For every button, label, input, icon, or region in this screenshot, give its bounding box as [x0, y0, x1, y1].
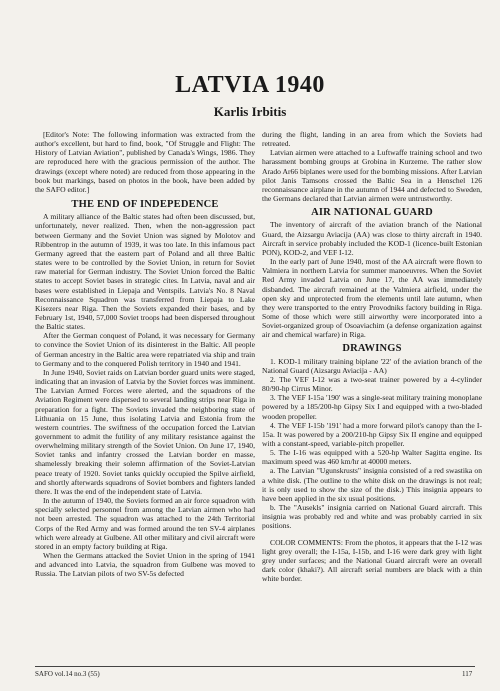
article-title: LATVIA 1940: [175, 72, 325, 98]
paragraph: A military alliance of the Baltic states had often been discussed, but, unfortunately, never realized. Then, when the non-aggression pact between Germany and the Soviet Union was signed by Molotov and Ribbentrop in the autumn of 1939, it was too late. In this infamous pact Germany agreed that the eastern part of Poland and all three Baltic states were to be controlled by the Soviet Union, in return for Soviet raw material for German industry. The Soviet Union forced the Baltic states to accept Soviet bases in strategic cites. In Latvia, naval and air bases were established in Liepaja and Ventspils. Latvia's No. 8 Naval Reconnaissance Squadron was transferred from Liepaja to Lake Kisezers near Riga. Then the Soviets expanded their bases, and by February 1st, 1940, 57,000 Soviet troops had been dispersed throughout the Baltic states.: [35, 212, 255, 332]
section-heading-air-national-guard: AIR NATIONAL GUARD: [311, 207, 433, 219]
paragraph: Latvian airmen were attached to a Luftwaffe training school and two harassment bombing groups at Grobina in Kurzeme. The rather slow Arado Ar66 biplanes were used for the bombing missions. After Latvian pilot Janis Tamsons crossed the Baltic Sea in a Henschel 126 reconnaissance airplane in the autumn of 1944 and defected to Sweden, the Germans declared that Latvian airmen were untrustworthy.: [262, 148, 482, 204]
drawing-item: 1. KOD-1 military training biplane '22' of the aviation branch of the National Guard (Aizsargu Aviacija - AA): [262, 356, 482, 375]
drawing-item: 5. The I-16 was equipped with a 520-hp Walter Sagitta engine. Its maximum speed was 460 km/hr at 40000 meters.: [262, 448, 482, 467]
paragraph: The inventory of aircraft of the aviation branch of the National Guard, the Aizsargu Aviacija (AA) was close to thirty aircraft in 1940. Aircraft in service probably included the KOD-1 (licence-built Estonian PON), KOD-2, and VEF I-12.: [262, 220, 482, 257]
drawing-item: b. The "Ausekls" insignia carried on National Guard aircraft. This insignia was probably red and white and was probably carried in six positions.: [262, 503, 482, 531]
drawing-item: 4. The VEF I-15b '191' had a more forward pilot's canopy than the I-15a. It was powered by a 200/210-hp Gipsy Six II engine and equipped with a constant-speed, variable-pitch propeller.: [262, 420, 482, 448]
color-comments: COLOR COMMENTS: From the photos, it appears that the I-12 was light grey overall; the I-15a, I-15b, and I-16 were dark grey with light grey under surfaces; and the National Guard aircraft were an overall dark color (khaki?). All aircraft serial numbers are black with a thin white border.: [262, 537, 482, 584]
editor-note: [Editor's Note: The following information was extracted from the author's excellent, but hard to find, book, "Of Struggle and Flight: The History of Latvian Aviation", published by Canada's Wings, 1986. They are reproduced here with the gracious permission of the author. The drawings (except where noted) are reduced from those appearing in the book but markings, based on photos in the book, have been added by the SAFO editor.]: [35, 130, 255, 194]
drawing-item: 3. The VEF I-15a '190' was a single-seat military training monoplane powered by a 185/200-hp Gipsy Six I and equipped with a two-bladed wooden propeller.: [262, 393, 482, 421]
footer-page-number: 117: [462, 670, 473, 678]
article-author: Karlis Irbitis: [213, 104, 287, 119]
drawing-item: a. The Latvian "Ugunskrusts" insignia consisted of a red swastika on a white disk. (The outline to the white disk on the drawings is not real; it is only used to show the size of the disk.) This insignia appears to have been applied in the six usual positions.: [262, 466, 482, 503]
paragraph: When the Germans attacked the Soviet Union in the spring of 1941 and advanced into Latvia, the squadron from Gulbene was moved to Russia. The Latvian pilots of two SV-5s defected: [35, 551, 255, 579]
section-heading-drawings: DRAWINGS: [342, 343, 402, 355]
paragraph: In the autumn of 1940, the Soviets formed an air force squadron with specially selected personnel from among the Latvian airmen who had not been arrested. The squadron was attached to the 24th Territorial Corps of the Red Army and was formed around the ten SV-4 airplanes which were already at Gulbene. All other military and civil aircraft were stored in an empty factory building at Riga.: [35, 496, 255, 551]
drawing-item: 2. The VEF I-12 was a two-seat trainer powered by a 4-cylinder 80/90-hp Cirrus Minor.: [262, 374, 482, 394]
right-column: [262, 130, 482, 583]
paragraph: during the flight, landing in an area from which the Soviets had retreated.: [262, 130, 482, 149]
left-column: [35, 130, 255, 579]
footer-issue: SAFO vol.14 no.3 (55): [35, 670, 100, 678]
paragraph: In June 1940, Soviet raids on Latvian border guard units were staged, indicating that an invasion of Latvia by the Soviet forces was imminent. The Latvian Armed Forces were alerted, and the squadrons of the Aviation Regiment were dispersed to several landing strips near Riga in preparation for a fight. The Soviets invaded the neighboring state of Lithuania on 15 June, thus isolating Latvia and Estonia from the western countries. The swiftness of the occupation forced the Latvian government to admit the futility of any military resistance against the overwhelming military strength of the Soviet Union. On June 17, 1940, Soviet tanks and infantry crossed the Latvian border en masse, shamelessly breaking their solemn affirmation of the Soviet-Latvian peace treaty of 1920. Soviet tanks quickly occupied the Spilve airfield, and shortly afterwards squadrons of Soviet bombers and fighters landed there. It was the end of the independent state of Latvia.: [35, 367, 255, 496]
footer-rule: [35, 666, 475, 667]
section-heading-independence: THE END OF INDEPEDENCE: [71, 199, 219, 211]
paragraph: In the early part of June 1940, most of the AA aircraft were flown to Valmiera in northern Latvia for summer manoeuvres. When the Soviet Red Army invaded Latvia on June 17, the AA was immediately disbanded. The aircraft remained at the Valmiera airfield, under the open sky and unprotected from the elements until late autumn, when they were transported to the entry Provodniks factory building in Riga. Some of those which were still airworthy were incorporated into a Soviet-organized group of Osoaviachim (a defense organization against air and chemical warfare) in Riga.: [262, 257, 482, 340]
paragraph: After the German conquest of Poland, it was necessary for Germany to convince the Soviet Union of its disinterest in the Baltic. All people of German ancestry in the Baltic area were repatriated via ship and train to Germany and to the conquered Polish territory in 1940 and 1941.: [35, 331, 255, 368]
